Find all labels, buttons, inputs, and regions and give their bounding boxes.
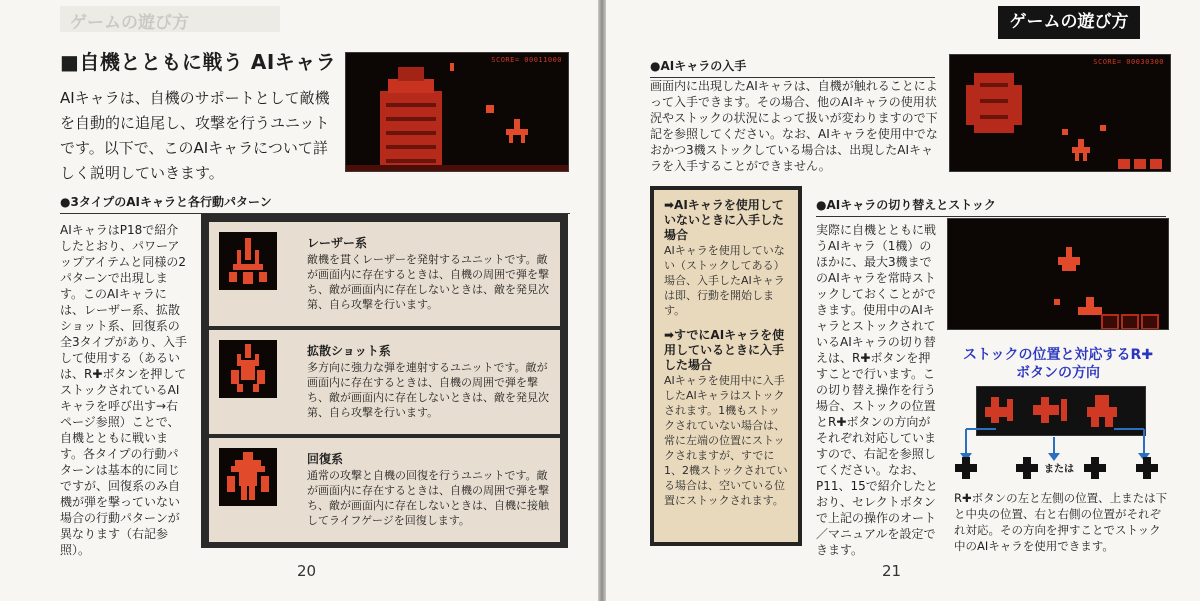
header-badge: ゲームの遊び方 bbox=[998, 6, 1140, 39]
section-heading-acquire: ●AIキャラの入手 bbox=[650, 57, 935, 78]
page-title: ■自機とともに戦う AIキャラ bbox=[60, 50, 337, 74]
direction-arrows bbox=[956, 425, 1156, 465]
gameplay-screenshot-right bbox=[949, 54, 1171, 172]
gameplay-screenshot-stock bbox=[947, 218, 1169, 330]
recovery-unit-icon bbox=[219, 448, 277, 506]
laser-unit-icon bbox=[219, 232, 277, 290]
type-row-laser bbox=[209, 222, 560, 326]
dpad-right-icon bbox=[1136, 457, 1158, 479]
boss-scene-image bbox=[950, 55, 1171, 172]
spread-shot-unit-icon bbox=[219, 340, 277, 398]
stock-caption: ストックの位置と対応するR✚ボタンの方向 bbox=[962, 347, 1154, 381]
left-page bbox=[0, 0, 598, 601]
score-readout: SCORE= 00011000 bbox=[491, 56, 562, 64]
type-row-recovery bbox=[209, 438, 560, 542]
type-description: 多方向に強力な弾を連射するユニットです。敵が画面内に存在するときは、自機の周囲で弾を撃ち、敵が画面内に存在しないときは、敵を発見次第、自ら攻撃を行います。 bbox=[307, 361, 549, 419]
book-spine bbox=[598, 0, 606, 601]
type-title: 回復系 bbox=[307, 452, 344, 466]
section-heading-stock: ●AIキャラの切り替えとストック bbox=[816, 196, 1166, 217]
stock-scene-image bbox=[948, 219, 1169, 330]
dpad-up-icon bbox=[1016, 457, 1038, 479]
or-label: または bbox=[1044, 464, 1074, 475]
dpad-down-icon bbox=[1084, 457, 1106, 479]
acquisition-cases-sidebar bbox=[650, 186, 802, 546]
type-description: 敵機を貫くレーザーを発射するユニットです。敵が画面内に存在するときは、自機の周囲で弾を撃ち、敵が画面内に存在しないときは、敵を発見次第、自ら攻撃を行います。 bbox=[307, 253, 549, 311]
type-row-spread bbox=[209, 330, 560, 434]
type-title: レーザー系 bbox=[307, 236, 368, 250]
stock-description: 実際に自機とともに戦うAIキャラ（1機）のほかに、最大3機までのAIキャラを常時ストックしておくことができます。使用中のAIキャラとストックされているAIキャラの切り替えは、R✚ボタンを押すことで行います。この切り替え操作を行う場合、ストックの位置とR✚ボタンの方向がそれぞれ対応していますので、右記を参照してください。なお、P11、15で紹介したとおり、セレクトボタンで上記の操作のオート／マニュアルを設定できます。 bbox=[816, 223, 938, 557]
right-page bbox=[606, 0, 1200, 601]
page-number: 21 bbox=[882, 562, 902, 580]
score-readout: SCORE= 00030300 bbox=[1093, 58, 1164, 66]
ai-types-panel bbox=[201, 214, 568, 548]
case-text: AIキャラを使用中に入手したAIキャラはストックされます。1機もストックされていない場合は、常に左端の位置にストックされますが、すでに1、2機ストックされている場合は、空いている位置にストックされます。 bbox=[664, 374, 788, 507]
section-heading-types: ●3タイプのAIキャラと各行動パターン bbox=[60, 193, 570, 214]
stock-direction-note: R✚ボタンの左と左側の位置、上または下と中央の位置、右と右側の位置がそれぞれ対応。その方向を押すことでストック中のAIキャラを使用できます。 bbox=[954, 491, 1168, 553]
case-heading: ➡AIキャラを使用していないときに入手した場合 bbox=[664, 198, 785, 242]
ghost-header: ゲームの遊び方 bbox=[60, 6, 280, 32]
intro-text: AIキャラは、自機のサポートとして敵機を自動的に追尾し、攻撃を行うユニットです。以下で、このAIキャラについて詳しく説明していきます。 bbox=[60, 89, 330, 182]
case-heading: ➡すでにAIキャラを使用しているときに入手した場合 bbox=[664, 328, 785, 372]
type-title: 拡散ショット系 bbox=[307, 344, 391, 358]
dpad-left-icon bbox=[955, 457, 977, 479]
acquire-description: 画面内に出現したAIキャラは、自機が触れることによって入手できます。その場合、他のAIキャラの使用状況やストックの状況によって扱いが変わりますので下記を参照してください。なお、AIキャラを使用中でなおかつ3機ストックしている場合は、出現したAIキャラを入手することができません。 bbox=[650, 79, 938, 173]
fortress-scene-image bbox=[346, 53, 569, 172]
type-description: 通常の攻撃と自機の回復を行うユニットです。敵が画面内に存在するときは、自機の周囲で弾を撃ち、敵が画面内に存在しないときは、自機に接触してライフゲージを回復します。 bbox=[307, 469, 549, 527]
gameplay-screenshot-left bbox=[345, 52, 569, 172]
page-number: 20 bbox=[297, 562, 317, 580]
side-description: AIキャラはP18で紹介したとおり、パワーアップアイテムと同様の2パターンで出現します。このAIキャラには、レーザー系、拡散ショット系、回復系の全3タイプがあり、入手して使用する（あるいは、R✚ボタンを押してストックされているAIキャラを呼び出す→右ページ参照）ことで、自機とともに戦います。各タイプの行動パターンは基本的に同じですが、回復系のみ自機が弾を撃っていない場合の行動パターンが異なります（右記参照）。 bbox=[60, 223, 188, 557]
case-text: AIキャラを使用していない（ストックしてある）場合、入手したAIキャラは即、行動を開始します。 bbox=[664, 244, 785, 317]
